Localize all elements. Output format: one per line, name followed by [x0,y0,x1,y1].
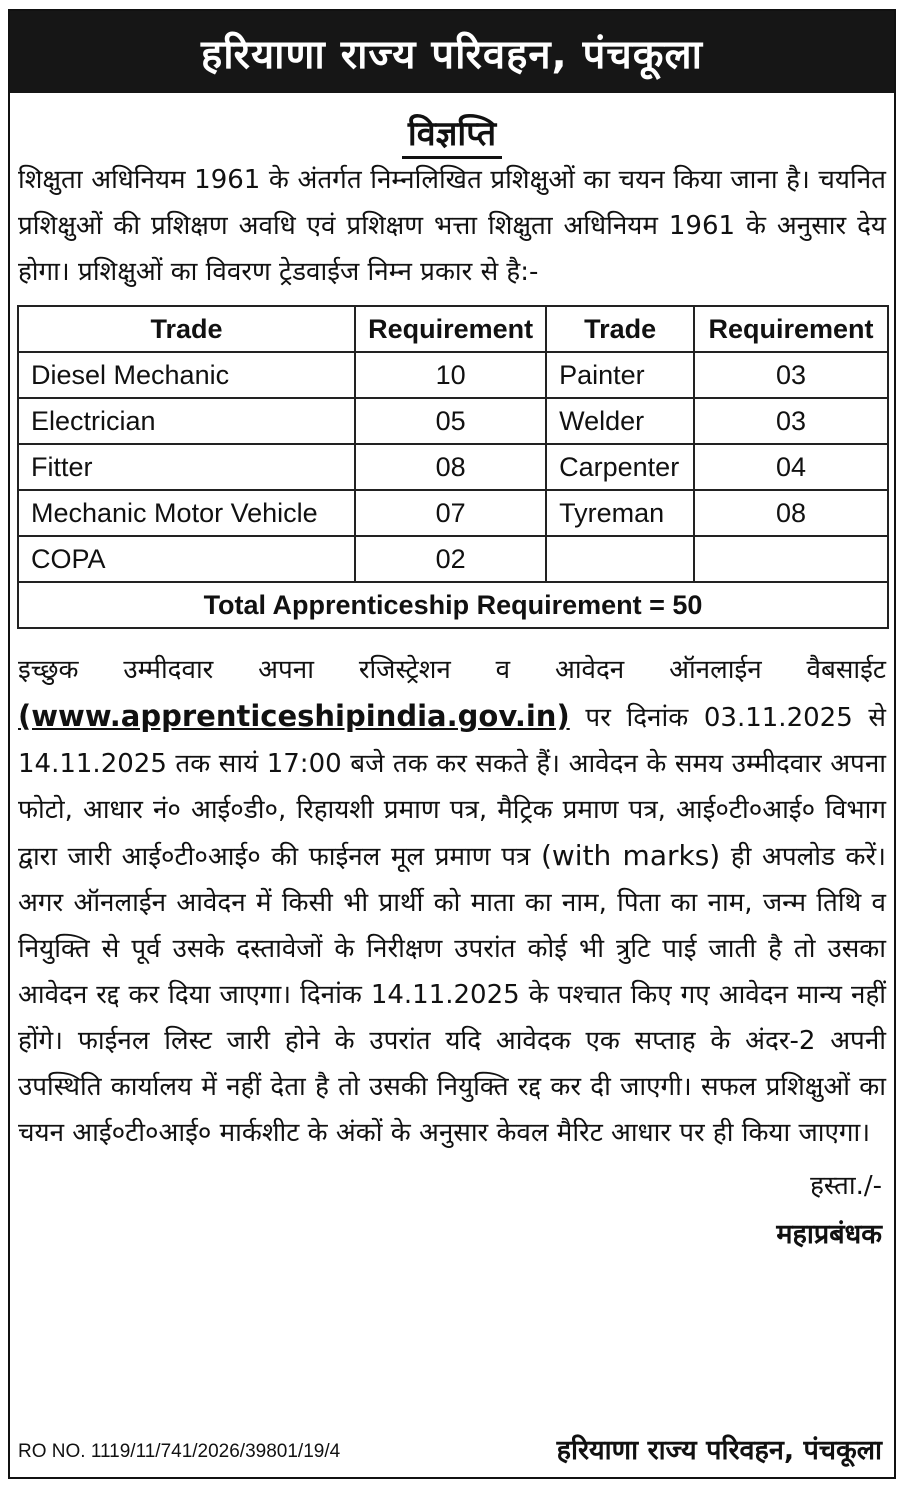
header-requirement-2: Requirement [694,306,888,352]
requirement-cell: 08 [355,444,546,490]
trade-cell: Tyreman [546,490,694,536]
requirement-cell: 04 [694,444,888,490]
with-marks-text: (with marks) [540,839,721,872]
trade-cell [546,536,694,582]
body-text-part-3: ही अपलोड करें। अगर ऑनलाईन आवेदन में किसी भी प्रार्थी को माता का नाम, पिता का नाम, जन्म तिथि व नियुक्ति से पूर्व उसके दस्तावेजों के निरीक्षण उपरांत कोई भी त्रुटि पाई जाती है तो उसका आवेदन रद्द कर दिया जाएगा। दिनांक 14.11.2025 के पश्चात किए गए आवेदन मान्य नहीं होंगे। फाईनल लिस्ट जारी होने के उपरांत यदि आवेदक एक सप्ताह के अंदर-2 अपनी उपस्थिति कार्यालय में नहीं देता है तो उसकी नियुक्ति रद्द कर दी जाएगी। सफल प्रशिक्षुओं का चयन आई०टी०आई० मार्कशीट के अंकों के अनुसार केवल मैरिट आधार पर ही किया जाएगा। [18,842,886,1148]
table-row [18,490,888,536]
notice-title: विज्ञप्ति [402,114,502,159]
trade-cell: Mechanic Motor Vehicle [18,490,355,536]
table-total-row [18,582,888,628]
header-trade-1: Trade [18,306,355,352]
requirement-cell: 02 [355,536,546,582]
body-text-part-2: पर दिनांक 03.11.2025 से 14.11.2025 तक सायं 17:00 बजे तक कर सकते हैं। आवेदन के समय उम्मीदवार अपना फोटो, आधार नं० आई०डी०, रिहायशी प्रमाण पत्र, मैट्रिक प्रमाण पत्र, आई०टी०आई० विभाग द्वारा जारी आई०टी०आई० की फाईनल मूल प्रमाण पत्र [18,703,887,872]
requirement-cell: 10 [355,352,546,398]
requirement-cell [694,536,888,582]
trade-cell: Fitter [18,444,355,490]
header-trade-2: Trade [546,306,694,352]
trade-cell: COPA [18,536,355,582]
table-row [18,444,888,490]
footer [10,1430,894,1467]
trade-cell: Carpenter [546,444,694,490]
requirement-cell: 07 [355,490,546,536]
body-paragraph [10,647,894,1156]
table-row [18,536,888,582]
header-banner [10,11,894,93]
requirement-cell: 03 [694,352,888,398]
table-row [18,352,888,398]
trade-cell: Painter [546,352,694,398]
requirement-cell: 03 [694,398,888,444]
body-text-part-1: इच्छुक उम्मीदवार अपना रजिस्ट्रेशन व आवेदन ऑनलाईन वैबसाईट [18,655,886,685]
requirement-cell: 08 [694,490,888,536]
header-title: हरियाणा राज्य परिवहन, पंचकूला [200,31,703,78]
intro-paragraph: शिक्षुता अधिनियम 1961 के अंतर्गत निम्नलिखित प्रशिक्षुओं का चयन किया जाना है। चयनित प्रशिक्षुओं की प्रशिक्षण अवधि एवं प्रशिक्षण भत्ता शिक्षुता अधिनियम 1961 के अनुसार देय होगा। प्रशिक्षुओं का विवरण ट्रेडवाईज निम्न प्रकार से है:- [18,165,886,287]
notice-page [8,9,896,1479]
signing-organization: हरियाणा राज्य परिवहन, पंचकूला [556,1435,882,1466]
table-header-row [18,306,888,352]
header-requirement-1: Requirement [355,306,546,352]
notice-heading [10,109,894,155]
website-link[interactable]: (www.apprenticeshipindia.gov.in) [18,699,570,733]
signed-mark: हस्ता./- [810,1171,882,1201]
ro-number: RO NO. 1119/11/741/2026/39801/19/4 [18,1441,341,1462]
trade-cell: Electrician [18,398,355,444]
designation: महाप्रबंधक [776,1219,882,1250]
trades-table [17,305,889,629]
requirement-cell: 05 [355,398,546,444]
table-row [18,398,888,444]
total-requirement: Total Apprenticeship Requirement = 50 [18,582,888,628]
trade-cell: Diesel Mechanic [18,352,355,398]
trade-cell: Welder [546,398,694,444]
